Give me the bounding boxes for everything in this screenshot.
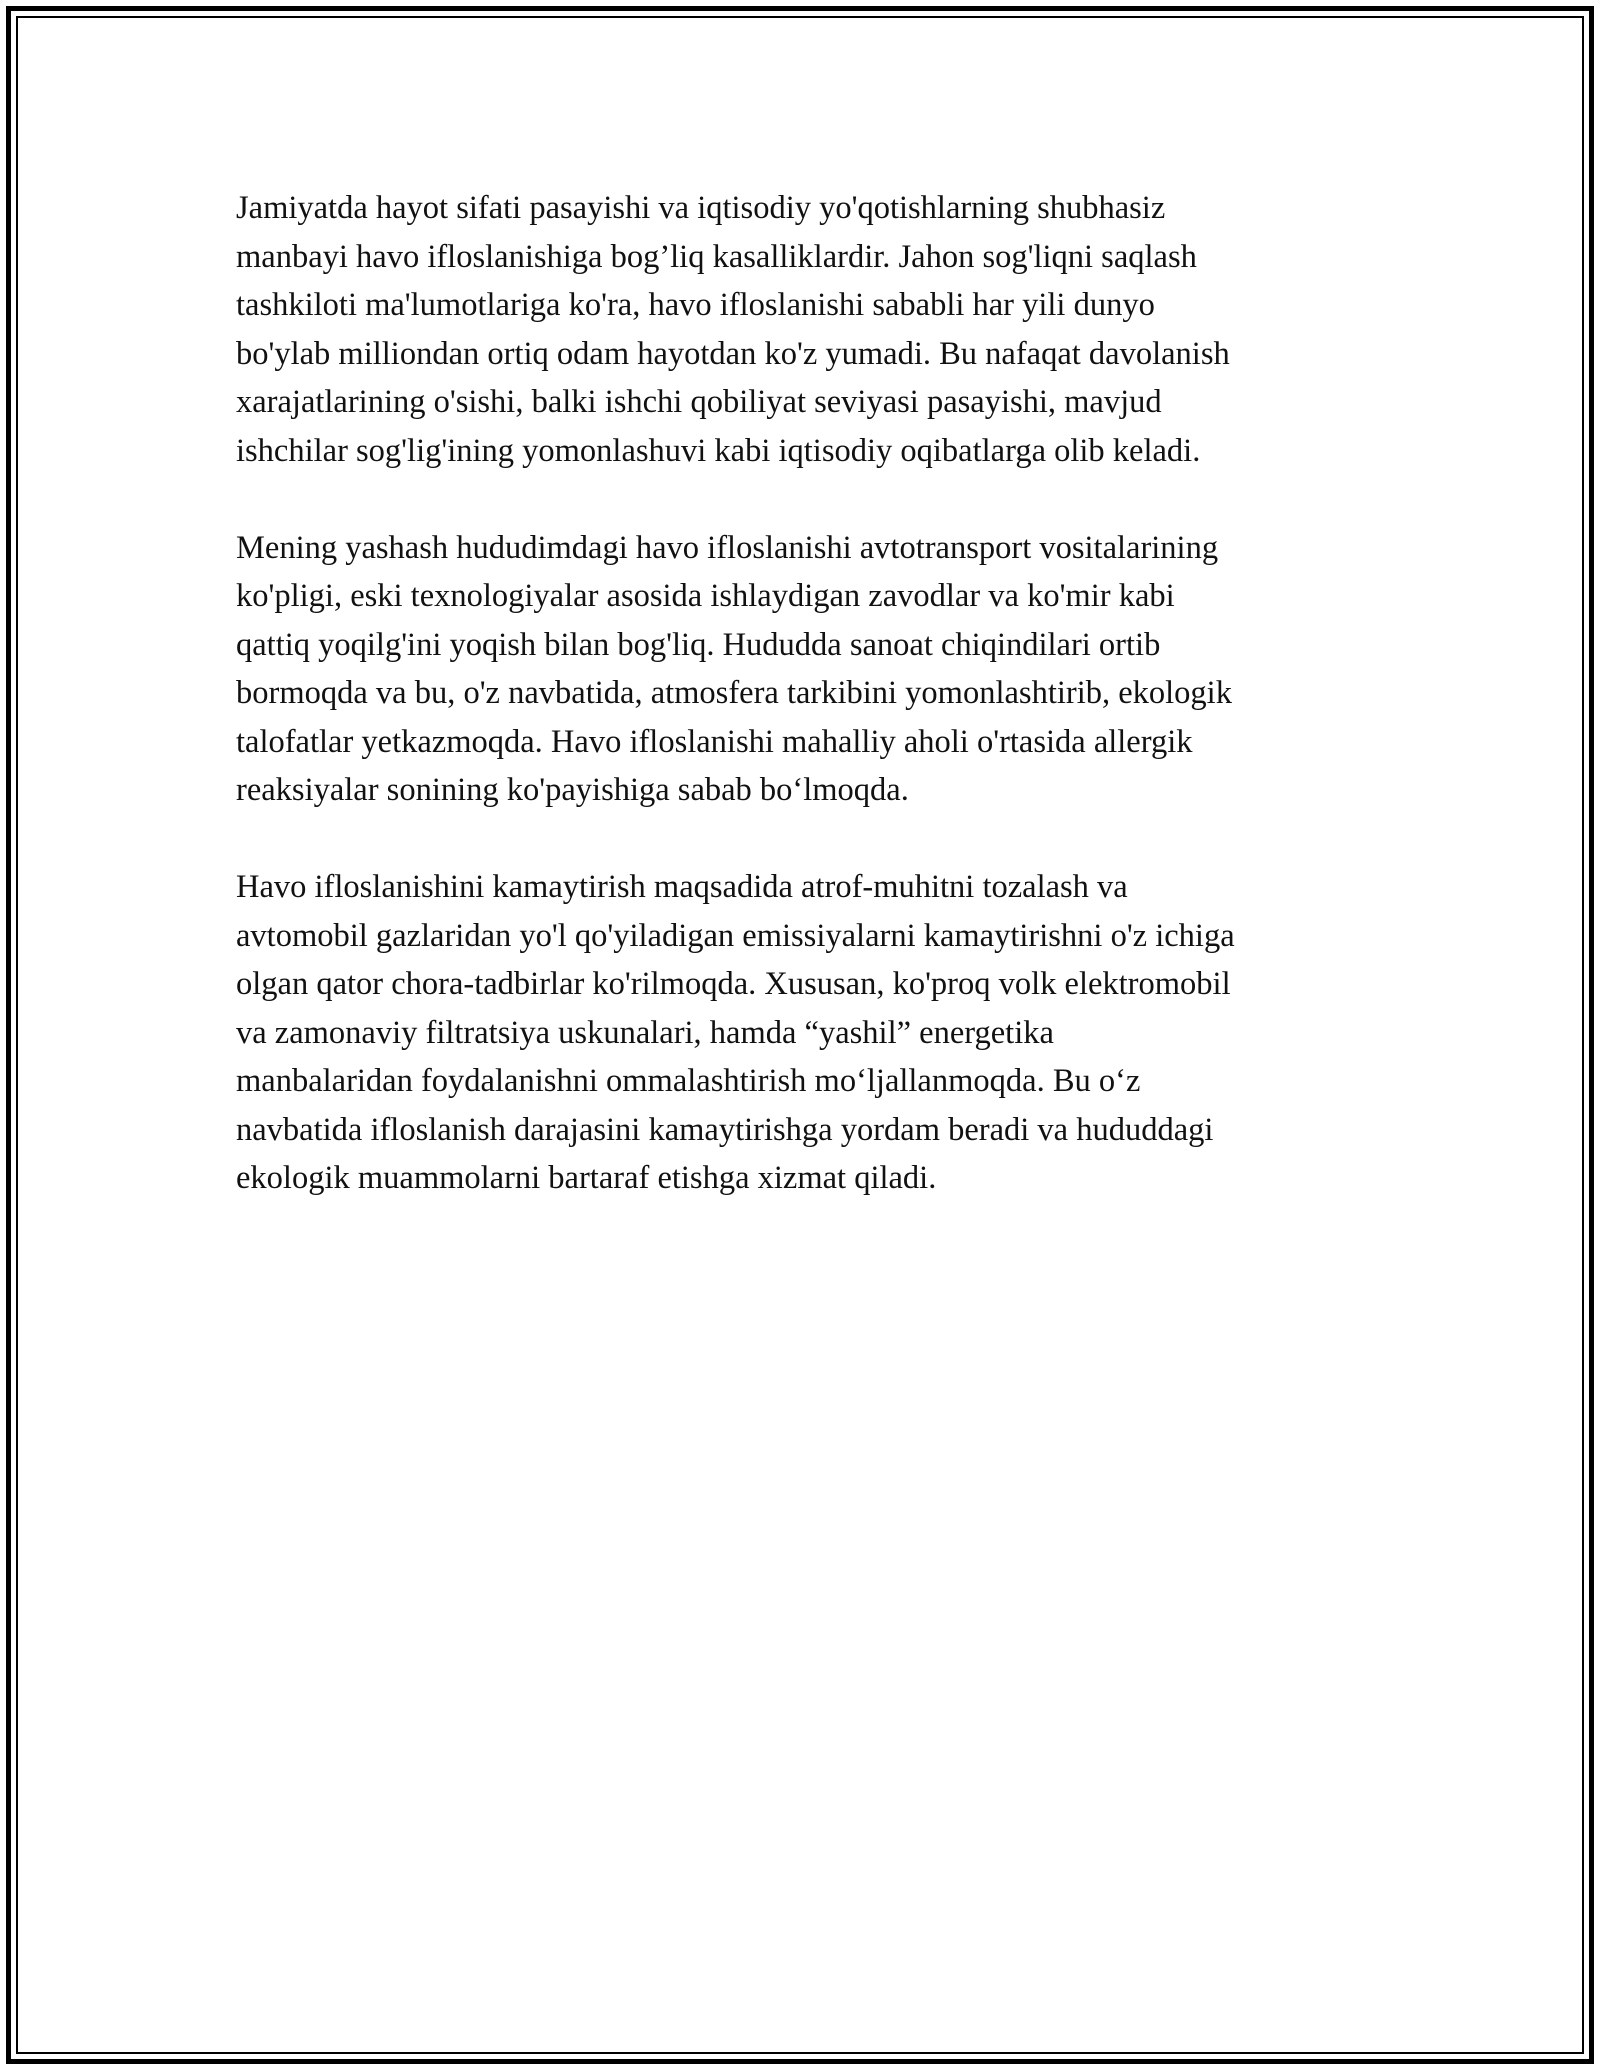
text-line: xarajatlarining o'sishi, balki ishchi qobiliyat seviyasi pasayishi, mavjud xyxy=(236,384,1162,420)
text-line: tashkiloti ma'lumotlariga ko'ra, havo ifloslanishi sababli har yili dunyo xyxy=(236,287,1155,323)
document-body xyxy=(236,184,1376,1251)
text-line: navbatida ifloslanish darajasini kamaytirishga yordam beradi va hududdagi xyxy=(236,1111,1214,1148)
paragraph-2 xyxy=(236,524,1376,815)
text-line: manbalaridan foydalanishni ommalashtirish mo‘ljallanmoqda. Bu o‘z xyxy=(236,1063,1141,1099)
text-line: Mening yashash hududimdagi havo ifloslanishi avtotransport vositalarining xyxy=(236,529,1219,566)
text-line: olgan qator chora-tadbirlar ko'rilmoqda. Xususan, ko'proq volk elektromobil xyxy=(236,966,1231,1002)
paragraph-1 xyxy=(236,184,1376,475)
text-line: Jamiyatda hayot sifati pasayishi va iqtisodiy yo'qotishlarning shubhasiz xyxy=(236,190,1166,226)
text-line: talofatlar yetkazmoqda. Havo ifloslanishi mahalliy aholi o'rtasida allergik xyxy=(236,723,1193,760)
text-line: ishchilar sog'lig'ining yomonlashuvi kabi iqtisodiy oqibatlarga olib keladi. xyxy=(236,432,1201,469)
text-line: ekologik muammolarni bartaraf etishga xizmat qiladi. xyxy=(236,1160,937,1196)
text-line: avtomobil gazlaridan yo'l qo'yiladigan emissiyalarni kamaytirishni o'z ichiga xyxy=(236,917,1235,954)
paragraph-3 xyxy=(236,863,1376,1203)
text-line: va zamonaviy filtratsiya uskunalari, hamda “yashil” energetika xyxy=(236,1014,1054,1051)
text-line: reaksiyalar sonining ko'payishiga sabab bo‘lmoqda. xyxy=(236,772,909,808)
text-line: ko'pligi, eski texnologiyalar asosida ishlaydigan zavodlar va ko'mir kabi xyxy=(236,578,1175,614)
text-line: qattiq yoqilg'ini yoqish bilan bog'liq. Hududda sanoat chiqindilari ortib xyxy=(236,626,1161,663)
text-line: bormoqda va bu, o'z navbatida, atmosfera tarkibini yomonlashtirib, ekologik xyxy=(236,675,1232,711)
text-line: manbayi havo ifloslanishiga bog’liq kasalliklardir. Jahon sog'liqni saqlash xyxy=(236,238,1197,275)
text-line: bo'ylab milliondan ortiq odam hayotdan ko'z yumadi. Bu nafaqat davolanish xyxy=(236,335,1230,372)
text-line: Havo ifloslanishini kamaytirish maqsadida atrof-muhitni tozalash va xyxy=(236,869,1128,905)
